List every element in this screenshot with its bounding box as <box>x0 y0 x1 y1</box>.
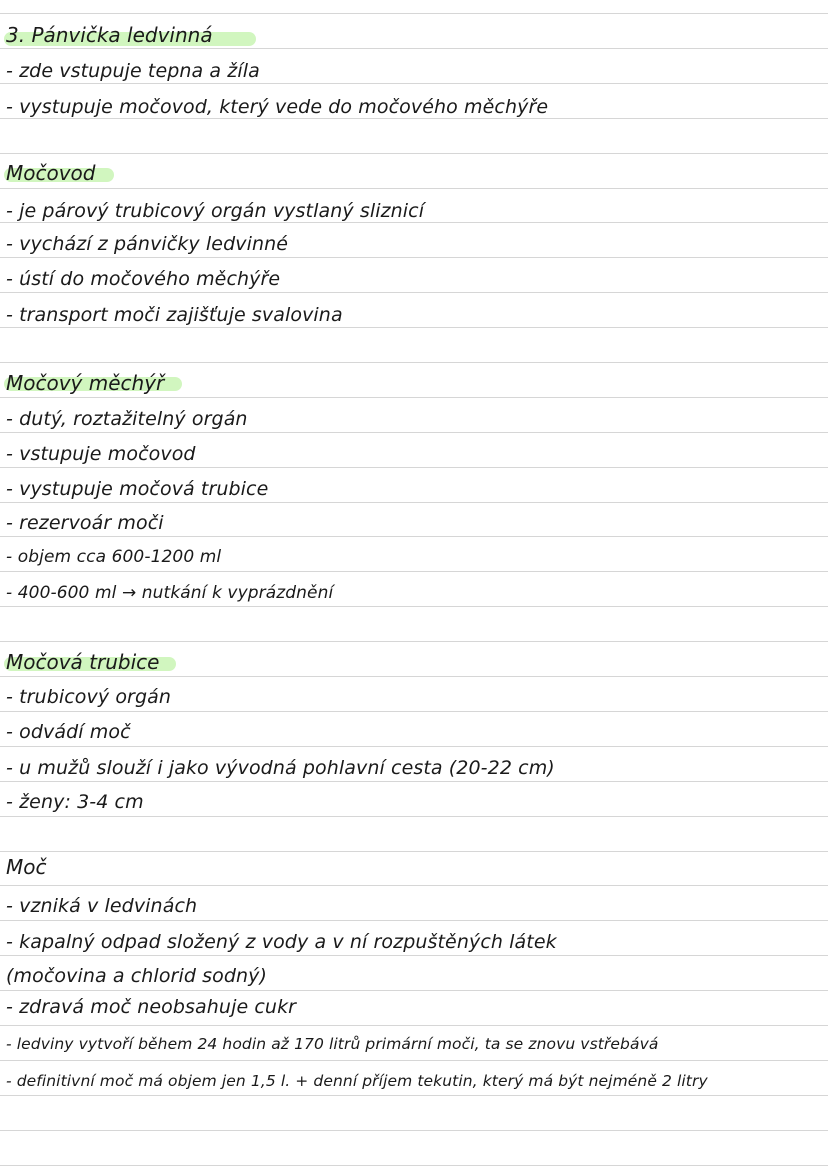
note-line: - ledviny vytvoří během 24 hodin až 170 litrů primární moči, ta se znovu vstřebává <box>6 1035 659 1053</box>
ruled-line <box>0 571 828 572</box>
ruled-line <box>0 1095 828 1096</box>
ruled-line <box>0 641 828 642</box>
ruled-line <box>0 955 828 956</box>
ruled-line <box>0 676 828 677</box>
note-line: - vystupuje močovod, který vede do močového měchýře <box>6 96 549 118</box>
ruled-line <box>0 606 828 607</box>
ruled-line <box>0 13 828 14</box>
ruled-line <box>0 1025 828 1026</box>
note-line: - zdravá moč neobsahuje cukr <box>6 996 297 1018</box>
section-heading-mocovy-mechyr: Močový měchýř <box>6 371 165 395</box>
ruled-line <box>0 292 828 293</box>
ruled-line <box>0 397 828 398</box>
note-line: (močovina a chlorid sodný) <box>6 965 268 987</box>
ruled-line <box>0 48 828 49</box>
note-line: - vystupuje močová trubice <box>6 478 269 500</box>
note-line: - vychází z pánvičky ledvinné <box>6 233 289 255</box>
note-line: - vstupuje močovod <box>6 443 196 465</box>
note-line: - kapalný odpad složený z vody a v ní rozpuštěných látek <box>6 931 557 953</box>
ruled-line <box>0 851 828 852</box>
note-line: - rezervoár moči <box>6 512 164 534</box>
ruled-line <box>0 816 828 817</box>
ruled-line <box>0 153 828 154</box>
note-line: - vzniká v ledvinách <box>6 895 198 917</box>
section-heading-moc: Moč <box>6 855 47 879</box>
ruled-line <box>0 1165 828 1166</box>
ruled-line <box>0 467 828 468</box>
ruled-line <box>0 920 828 921</box>
note-line: - odvádí moč <box>6 721 131 743</box>
ruled-line <box>0 781 828 782</box>
note-line: - dutý, roztažitelný orgán <box>6 408 248 430</box>
note-line: - je párový trubicový orgán vystlaný sliznicí <box>6 200 425 222</box>
note-line: - objem cca 600-1200 ml <box>6 547 222 567</box>
ruled-line <box>0 990 828 991</box>
note-line: - transport moči zajišťuje svalovina <box>6 304 343 326</box>
note-line: - zde vstupuje tepna a žíla <box>6 60 260 82</box>
ruled-line <box>0 536 828 537</box>
ruled-line <box>0 746 828 747</box>
note-line: - definitivní moč má objem jen 1,5 l. + denní příjem tekutin, který má být nejméně 2 litry <box>6 1072 708 1090</box>
ruled-line <box>0 1060 828 1061</box>
note-line: - trubicový orgán <box>6 686 172 708</box>
ruled-line <box>0 502 828 503</box>
note-line: - ženy: 3-4 cm <box>6 791 144 813</box>
note-line: - 400-600 ml → nutkání k vyprázdnění <box>6 583 334 603</box>
ruled-line <box>0 188 828 189</box>
ruled-line <box>0 885 828 886</box>
ruled-line <box>0 362 828 363</box>
note-line: - u mužů slouží i jako vývodná pohlavní cesta (20-22 cm) <box>6 757 555 779</box>
ruled-line <box>0 711 828 712</box>
ruled-line <box>0 432 828 433</box>
note-line: - ústí do močového měchýře <box>6 268 281 290</box>
section-heading-panvicka: 3. Pánvička ledvinná <box>6 23 213 47</box>
section-heading-mocovod: Močovod <box>6 161 96 185</box>
section-heading-mocova-trubice: Močová trubice <box>6 650 160 674</box>
ruled-line <box>0 257 828 258</box>
ruled-line <box>0 1130 828 1131</box>
